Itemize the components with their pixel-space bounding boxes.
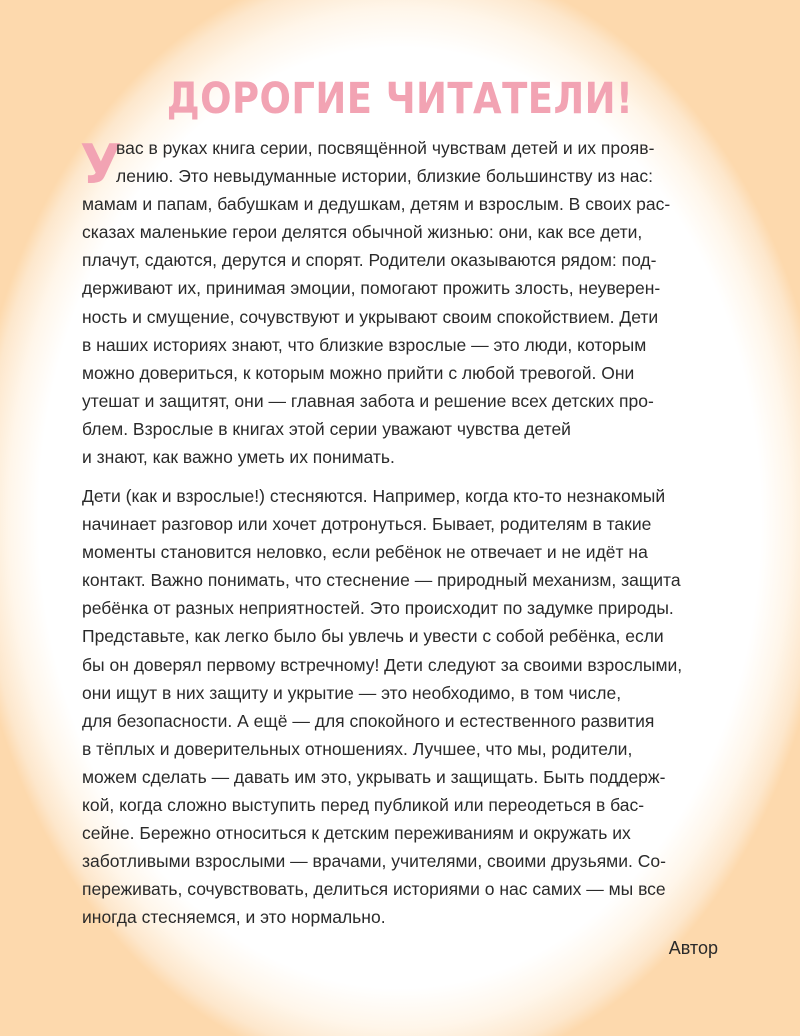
text-line: и знают, как важно уметь их понимать. bbox=[82, 447, 395, 468]
text-line: бы он доверял первому встречному! Дети следуют за своими взрослыми, bbox=[82, 654, 683, 675]
text-line: контакт. Важно понимать, что стеснение — природный механизм, защита bbox=[82, 570, 681, 591]
drop-cap-letter: У bbox=[80, 133, 122, 196]
text-line: сейне. Бережно относиться к детским переживаниям и окружать их bbox=[82, 823, 631, 844]
text-line: кой, когда сложно выступить перед публикой или переодеться в бас- bbox=[82, 795, 645, 816]
text-line: они ищут в них защиту и укрытие — это необходимо, в том числе, bbox=[82, 682, 622, 703]
page-title: ДОРОГИЕ ЧИТАТЕЛИ! bbox=[166, 74, 634, 124]
text-line: мамам и папам, бабушкам и дедушкам, детям и взрослым. В своих рас- bbox=[82, 194, 671, 215]
text-line: в тёплых и доверительных отношениях. Лучшее, что мы, родители, bbox=[82, 738, 633, 759]
text-line: плачут, сдаются, дерутся и спорят. Родители оказываются рядом: под- bbox=[82, 250, 657, 271]
text-line: сказах маленькие герои делятся обычной жизнью: они, как все дети, bbox=[82, 222, 643, 243]
paragraph-shyness bbox=[82, 482, 722, 932]
text-line: ребёнка от разных неприятностей. Это происходит по задумке природы. bbox=[82, 598, 674, 619]
paragraph-intro bbox=[82, 134, 722, 471]
text-line: лению. Это невыдуманные истории, близкие большинству из нас: bbox=[116, 166, 654, 187]
text-line: моменты становится неловко, если ребёнок не отвечает и не идёт на bbox=[82, 542, 648, 563]
text-line: держивают их, принимая эмоции, помогают прожить злость, неуверен- bbox=[82, 278, 661, 299]
text-line: Представьте, как легко было бы увлечь и увести с собой ребёнка, если bbox=[82, 626, 664, 647]
text-line: начинает разговор или хочет дотронуться. Бывает, родителям в такие bbox=[82, 514, 652, 535]
text-line: вас в руках книга серии, посвящённой чувствам детей и их прояв- bbox=[116, 138, 655, 158]
text-line: переживать, сочувствовать, делиться историями о нас самих — мы все bbox=[82, 879, 666, 900]
text-line: в наших историях знают, что близкие взрослые — это люди, которым bbox=[82, 334, 647, 355]
text-line: блем. Взрослые в книгах этой серии уважают чувства детей bbox=[82, 418, 571, 439]
text-line: утешат и защитят, они — главная забота и решение всех детских про- bbox=[82, 390, 654, 411]
text-line: можем сделать — давать им это, укрывать и защищать. Быть поддерж- bbox=[82, 766, 666, 787]
text-line: для безопасности. А ещё — для спокойного и естественного развития bbox=[82, 710, 655, 731]
text-line: Дети (как и взрослые!) стесняются. Например, когда кто-то незнакомый bbox=[82, 486, 666, 506]
author-signature: Автор bbox=[668, 938, 718, 958]
text-line: заботливыми взрослыми — врачами, учителями, своими друзьями. Со- bbox=[82, 851, 666, 872]
text-line: можно довериться, к которым можно прийти с любой тревогой. Они bbox=[82, 362, 635, 383]
text-line: ность и смущение, сочувствуют и укрывают своим спокойствием. Дети bbox=[82, 306, 659, 327]
text-line: иногда стесняемся, и это нормально. bbox=[82, 907, 386, 928]
